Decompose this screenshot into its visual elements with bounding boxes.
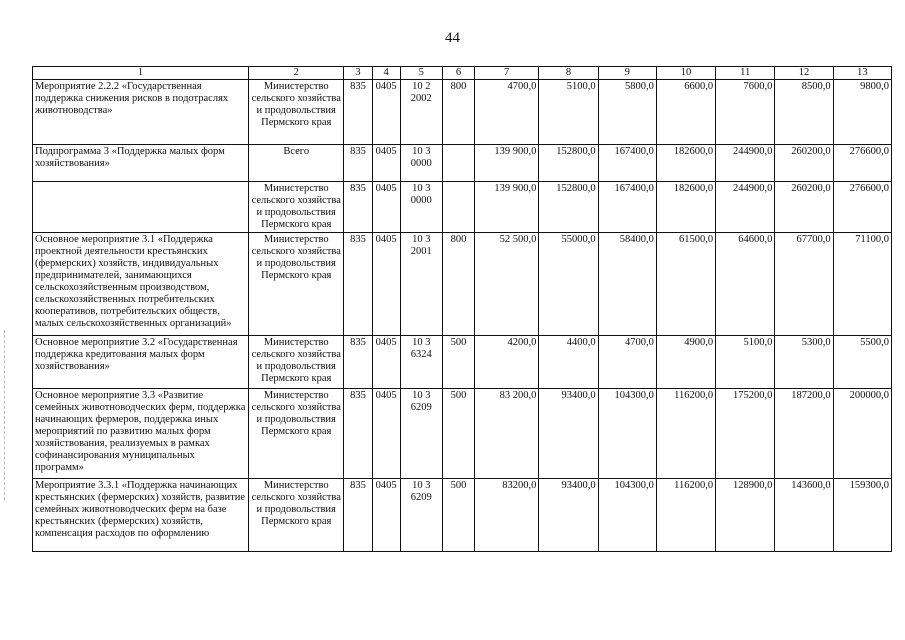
ministry-code: 835 bbox=[344, 479, 372, 552]
column-header: 9 bbox=[598, 67, 656, 80]
expense-type-code: 500 bbox=[442, 336, 474, 389]
measure-name bbox=[33, 182, 249, 233]
column-header: 5 bbox=[400, 67, 442, 80]
amount-cell: 67700,0 bbox=[775, 233, 833, 336]
ministry-code: 835 bbox=[344, 80, 372, 145]
executor: Министерство сельского хозяйства и продовольствия Пермского края bbox=[249, 389, 344, 479]
amount-cell: 116200,0 bbox=[656, 389, 715, 479]
amount-cell: 116200,0 bbox=[656, 479, 715, 552]
table-header-row bbox=[33, 67, 892, 80]
section-code: 0405 bbox=[372, 233, 400, 336]
table-row bbox=[33, 233, 892, 336]
amount-cell: 152800,0 bbox=[539, 145, 598, 182]
executor: Всего bbox=[249, 145, 344, 182]
section-code: 0405 bbox=[372, 182, 400, 233]
page-number: 44 bbox=[445, 30, 460, 46]
amount-cell: 5100,0 bbox=[539, 80, 598, 145]
table-row bbox=[33, 336, 892, 389]
amount-cell: 9800,0 bbox=[833, 80, 891, 145]
measure-name: Мероприятие 2.2.2 «Государственная поддержка снижения рисков в подотраслях животноводства» bbox=[33, 80, 249, 145]
column-header: 3 bbox=[344, 67, 372, 80]
target-code: 10 2 2002 bbox=[400, 80, 442, 145]
measure-name: Основное мероприятие 3.1 «Поддержка проектной деятельности крестьянских (фермерских) хозяйств, индивидуальных предпринимателей, занимающихся сельскохозяйственным производством, сельскохозяйственных потребительских кооперативов, потребительских обществ, малых сельскохозяйственных организаций» bbox=[33, 233, 249, 336]
amount-cell: 93400,0 bbox=[539, 479, 598, 552]
expense-type-code: 800 bbox=[442, 233, 474, 336]
amount-cell: 64600,0 bbox=[716, 233, 775, 336]
amount-cell: 244900,0 bbox=[716, 182, 775, 233]
measure-name: Мероприятие 3.3.1 «Поддержка начинающих крестьянских (фермерских) хозяйств, развитие семейных животноводческих ферм на базе крестьянских (фермерских) хозяйств, компенсация расходов по оформлению bbox=[33, 479, 249, 552]
amount-cell: 128900,0 bbox=[716, 479, 775, 552]
expense-type-code: 800 bbox=[442, 80, 474, 145]
amount-cell: 104300,0 bbox=[598, 389, 656, 479]
column-header: 6 bbox=[442, 67, 474, 80]
expense-type-code: 500 bbox=[442, 389, 474, 479]
amount-cell: 276600,0 bbox=[833, 145, 891, 182]
amount-cell: 71100,0 bbox=[833, 233, 891, 336]
expense-type-code bbox=[442, 182, 474, 233]
amount-cell: 175200,0 bbox=[716, 389, 775, 479]
amount-cell: 4400,0 bbox=[539, 336, 598, 389]
executor: Министерство сельского хозяйства и продовольствия Пермского края bbox=[249, 479, 344, 552]
section-code: 0405 bbox=[372, 479, 400, 552]
amount-cell: 6600,0 bbox=[656, 80, 715, 145]
amount-cell: 7600,0 bbox=[716, 80, 775, 145]
amount-cell: 182600,0 bbox=[656, 145, 715, 182]
ministry-code: 835 bbox=[344, 336, 372, 389]
target-code: 10 3 0000 bbox=[400, 145, 442, 182]
amount-cell: 5800,0 bbox=[598, 80, 656, 145]
executor: Министерство сельского хозяйства и продовольствия Пермского края bbox=[249, 80, 344, 145]
measure-name: Подпрограмма 3 «Поддержка малых форм хозяйствования» bbox=[33, 145, 249, 182]
amount-cell: 83200,0 bbox=[475, 479, 539, 552]
table-row bbox=[33, 479, 892, 552]
amount-cell: 55000,0 bbox=[539, 233, 598, 336]
target-code: 10 3 0000 bbox=[400, 182, 442, 233]
amount-cell: 83 200,0 bbox=[475, 389, 539, 479]
column-header: 11 bbox=[716, 67, 775, 80]
section-code: 0405 bbox=[372, 80, 400, 145]
target-code: 10 3 6324 bbox=[400, 336, 442, 389]
executor: Министерство сельского хозяйства и продовольствия Пермского края bbox=[249, 233, 344, 336]
amount-cell: 4700,0 bbox=[598, 336, 656, 389]
table-row bbox=[33, 389, 892, 479]
amount-cell: 167400,0 bbox=[598, 145, 656, 182]
executor: Министерство сельского хозяйства и продовольствия Пермского края bbox=[249, 336, 344, 389]
column-header: 4 bbox=[372, 67, 400, 80]
budget-table bbox=[32, 66, 892, 552]
amount-cell: 139 900,0 bbox=[475, 182, 539, 233]
amount-cell: 4700,0 bbox=[475, 80, 539, 145]
table-row bbox=[33, 145, 892, 182]
scan-margin-mark bbox=[4, 330, 7, 500]
target-code: 10 3 2001 bbox=[400, 233, 442, 336]
measure-name: Основное мероприятие 3.3 «Развитие семейных животноводческих ферм, поддержка начинающих фермеров, поддержка иных мероприятий по развитию малых форм хозяйствования, реализуемых в рамках софинансирования муниципальных программ» bbox=[33, 389, 249, 479]
section-code: 0405 bbox=[372, 145, 400, 182]
amount-cell: 5500,0 bbox=[833, 336, 891, 389]
amount-cell: 58400,0 bbox=[598, 233, 656, 336]
section-code: 0405 bbox=[372, 336, 400, 389]
table-row bbox=[33, 80, 892, 145]
ministry-code: 835 bbox=[344, 145, 372, 182]
amount-cell: 4900,0 bbox=[656, 336, 715, 389]
amount-cell: 104300,0 bbox=[598, 479, 656, 552]
ministry-code: 835 bbox=[344, 182, 372, 233]
column-header: 2 bbox=[249, 67, 344, 80]
executor: Министерство сельского хозяйства и продовольствия Пермского края bbox=[249, 182, 344, 233]
amount-cell: 244900,0 bbox=[716, 145, 775, 182]
measure-name: Основное мероприятие 3.2 «Государственная поддержка кредитования малых форм хозяйствования» bbox=[33, 336, 249, 389]
amount-cell: 5100,0 bbox=[716, 336, 775, 389]
amount-cell: 4200,0 bbox=[475, 336, 539, 389]
expense-type-code: 500 bbox=[442, 479, 474, 552]
column-header: 12 bbox=[775, 67, 833, 80]
expense-type-code bbox=[442, 145, 474, 182]
amount-cell: 200000,0 bbox=[833, 389, 891, 479]
amount-cell: 159300,0 bbox=[833, 479, 891, 552]
amount-cell: 260200,0 bbox=[775, 182, 833, 233]
amount-cell: 152800,0 bbox=[539, 182, 598, 233]
amount-cell: 5300,0 bbox=[775, 336, 833, 389]
amount-cell: 61500,0 bbox=[656, 233, 715, 336]
amount-cell: 93400,0 bbox=[539, 389, 598, 479]
ministry-code: 835 bbox=[344, 233, 372, 336]
ministry-code: 835 bbox=[344, 389, 372, 479]
column-header: 7 bbox=[475, 67, 539, 80]
amount-cell: 187200,0 bbox=[775, 389, 833, 479]
column-header: 10 bbox=[656, 67, 715, 80]
column-header: 1 bbox=[33, 67, 249, 80]
amount-cell: 52 500,0 bbox=[475, 233, 539, 336]
amount-cell: 143600,0 bbox=[775, 479, 833, 552]
amount-cell: 182600,0 bbox=[656, 182, 715, 233]
amount-cell: 276600,0 bbox=[833, 182, 891, 233]
target-code: 10 3 6209 bbox=[400, 479, 442, 552]
target-code: 10 3 6209 bbox=[400, 389, 442, 479]
amount-cell: 167400,0 bbox=[598, 182, 656, 233]
table-row bbox=[33, 182, 892, 233]
column-header: 8 bbox=[539, 67, 598, 80]
amount-cell: 8500,0 bbox=[775, 80, 833, 145]
section-code: 0405 bbox=[372, 389, 400, 479]
column-header: 13 bbox=[833, 67, 891, 80]
amount-cell: 260200,0 bbox=[775, 145, 833, 182]
amount-cell: 139 900,0 bbox=[475, 145, 539, 182]
